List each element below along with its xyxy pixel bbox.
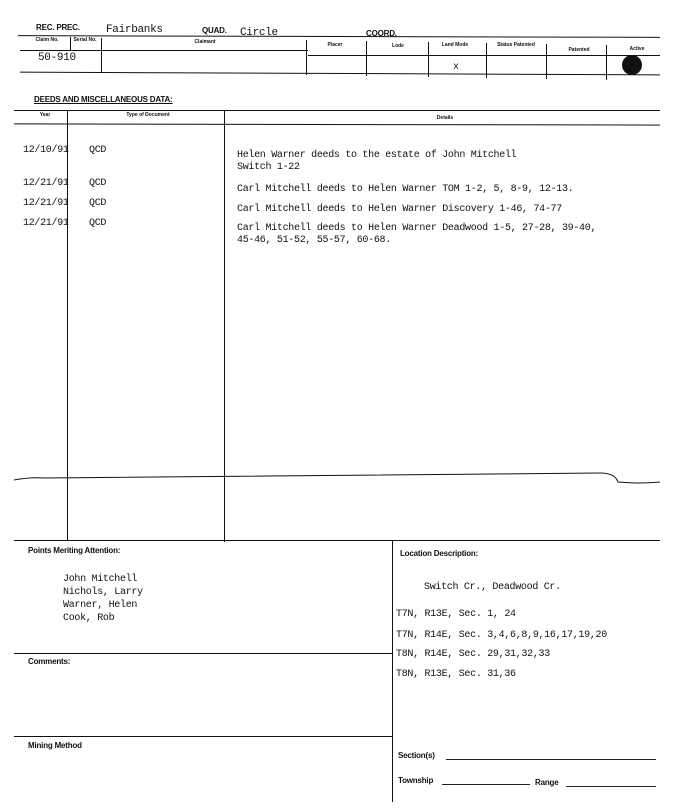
header-rule (18, 35, 660, 38)
col-land-mode: Land Mode (441, 42, 469, 48)
deed-date: 12/10/91 (23, 145, 69, 156)
rec-prec-value: Fairbanks (106, 24, 163, 36)
claim-col-div-5 (428, 42, 429, 77)
col-patented: Patented (568, 47, 590, 53)
location-line: T8N, R14E, Sec. 29,31,32,33 (396, 649, 550, 660)
location-line: T8N, R13E, Sec. 31,36 (396, 669, 516, 680)
deeds-col-year: Year (39, 112, 51, 118)
claim-no-value: 50-910 (38, 52, 76, 64)
range-fill-line (566, 786, 656, 787)
col-status-patented: Status Patented (497, 42, 535, 48)
deed-type: QCD (89, 178, 107, 189)
claim-table-head-rule-2 (308, 55, 660, 56)
deed-date: 12/21/91 (23, 218, 69, 229)
claim-table-head-rule (20, 50, 308, 51)
deed-date: 12/21/91 (23, 198, 69, 209)
col-active: Active (629, 46, 645, 52)
section-label: Section(s) (398, 751, 435, 760)
page-continuation-line (0, 460, 678, 500)
deed-details: Carl Mitchell deeds to Helen Warner Deadwood 1-5, 27-28, 39-40, 45-46, 51-52, 55-57, 60-68. (237, 223, 597, 246)
deed-details: Helen Warner deeds to the estate of John Mitchell Switch 1-22 (237, 150, 517, 173)
deeds-head-rule (14, 123, 660, 125)
location-description-label: Location Description: (400, 549, 479, 558)
attention-name: Nichols, Larry (63, 587, 143, 598)
claim-table-bottom-rule (20, 72, 660, 76)
deeds-top-rule (14, 110, 660, 111)
location-line: T7N, R13E, Sec. 1, 24 (396, 609, 516, 620)
claim-col-div-2 (101, 38, 102, 73)
lower-center-divider (392, 540, 393, 802)
deed-date: 12/21/91 (23, 178, 69, 189)
section-fill-line (446, 759, 656, 760)
claim-col-div-3 (306, 40, 307, 75)
deed-details: Carl Mitchell deeds to Helen Warner TOM 1-2, 5, 8-9, 12-13. (237, 184, 574, 195)
points-meriting-attention-label: Points Meriting Attention: (28, 546, 121, 555)
deeds-col-details: Details (436, 115, 454, 121)
attention-name: Cook, Rob (63, 613, 115, 624)
location-line: T7N, R14E, Sec. 3,4,6,8,9,16,17,19,20 (396, 630, 607, 641)
location-creeks: Switch Cr., Deadwood Cr. (424, 582, 561, 593)
rec-prec-label: REC. PREC. (36, 23, 80, 32)
quad-value: Circle (240, 27, 278, 39)
col-lode: Lode (392, 43, 404, 49)
deed-type: QCD (89, 198, 107, 209)
deed-type: QCD (89, 145, 107, 156)
active-dot-icon (622, 55, 642, 75)
deed-details: Carl Mitchell deeds to Helen Warner Discovery 1-46, 74-77 (237, 204, 562, 215)
col-placer: Placer (327, 42, 343, 48)
deeds-col-type: Type of Document (126, 112, 170, 118)
quad-label: QUAD. (202, 26, 227, 35)
land-mode-mark: x (453, 62, 459, 73)
township-label: Township (398, 776, 434, 785)
attention-name: John Mitchell (63, 574, 138, 585)
coord-label: COORD. (366, 29, 397, 38)
mining-method-rule (14, 736, 392, 737)
deeds-section-title: DEEDS AND MISCELLANEOUS DATA: (34, 95, 173, 104)
lower-section-rule (14, 540, 660, 541)
attention-name: Warner, Helen (63, 600, 138, 611)
comments-label: Comments: (28, 657, 71, 666)
range-label: Range (535, 778, 559, 787)
deed-type: QCD (89, 218, 107, 229)
comments-rule (14, 653, 392, 654)
col-serial-no: Serial No. (73, 37, 97, 43)
township-fill-line (442, 784, 530, 785)
claim-col-div-1 (70, 37, 71, 51)
mining-method-label: Mining Method (28, 741, 82, 750)
claim-col-div-4 (366, 41, 367, 76)
col-claim-no: Claim No. (35, 37, 59, 43)
col-claimant: Claimant (194, 39, 216, 45)
